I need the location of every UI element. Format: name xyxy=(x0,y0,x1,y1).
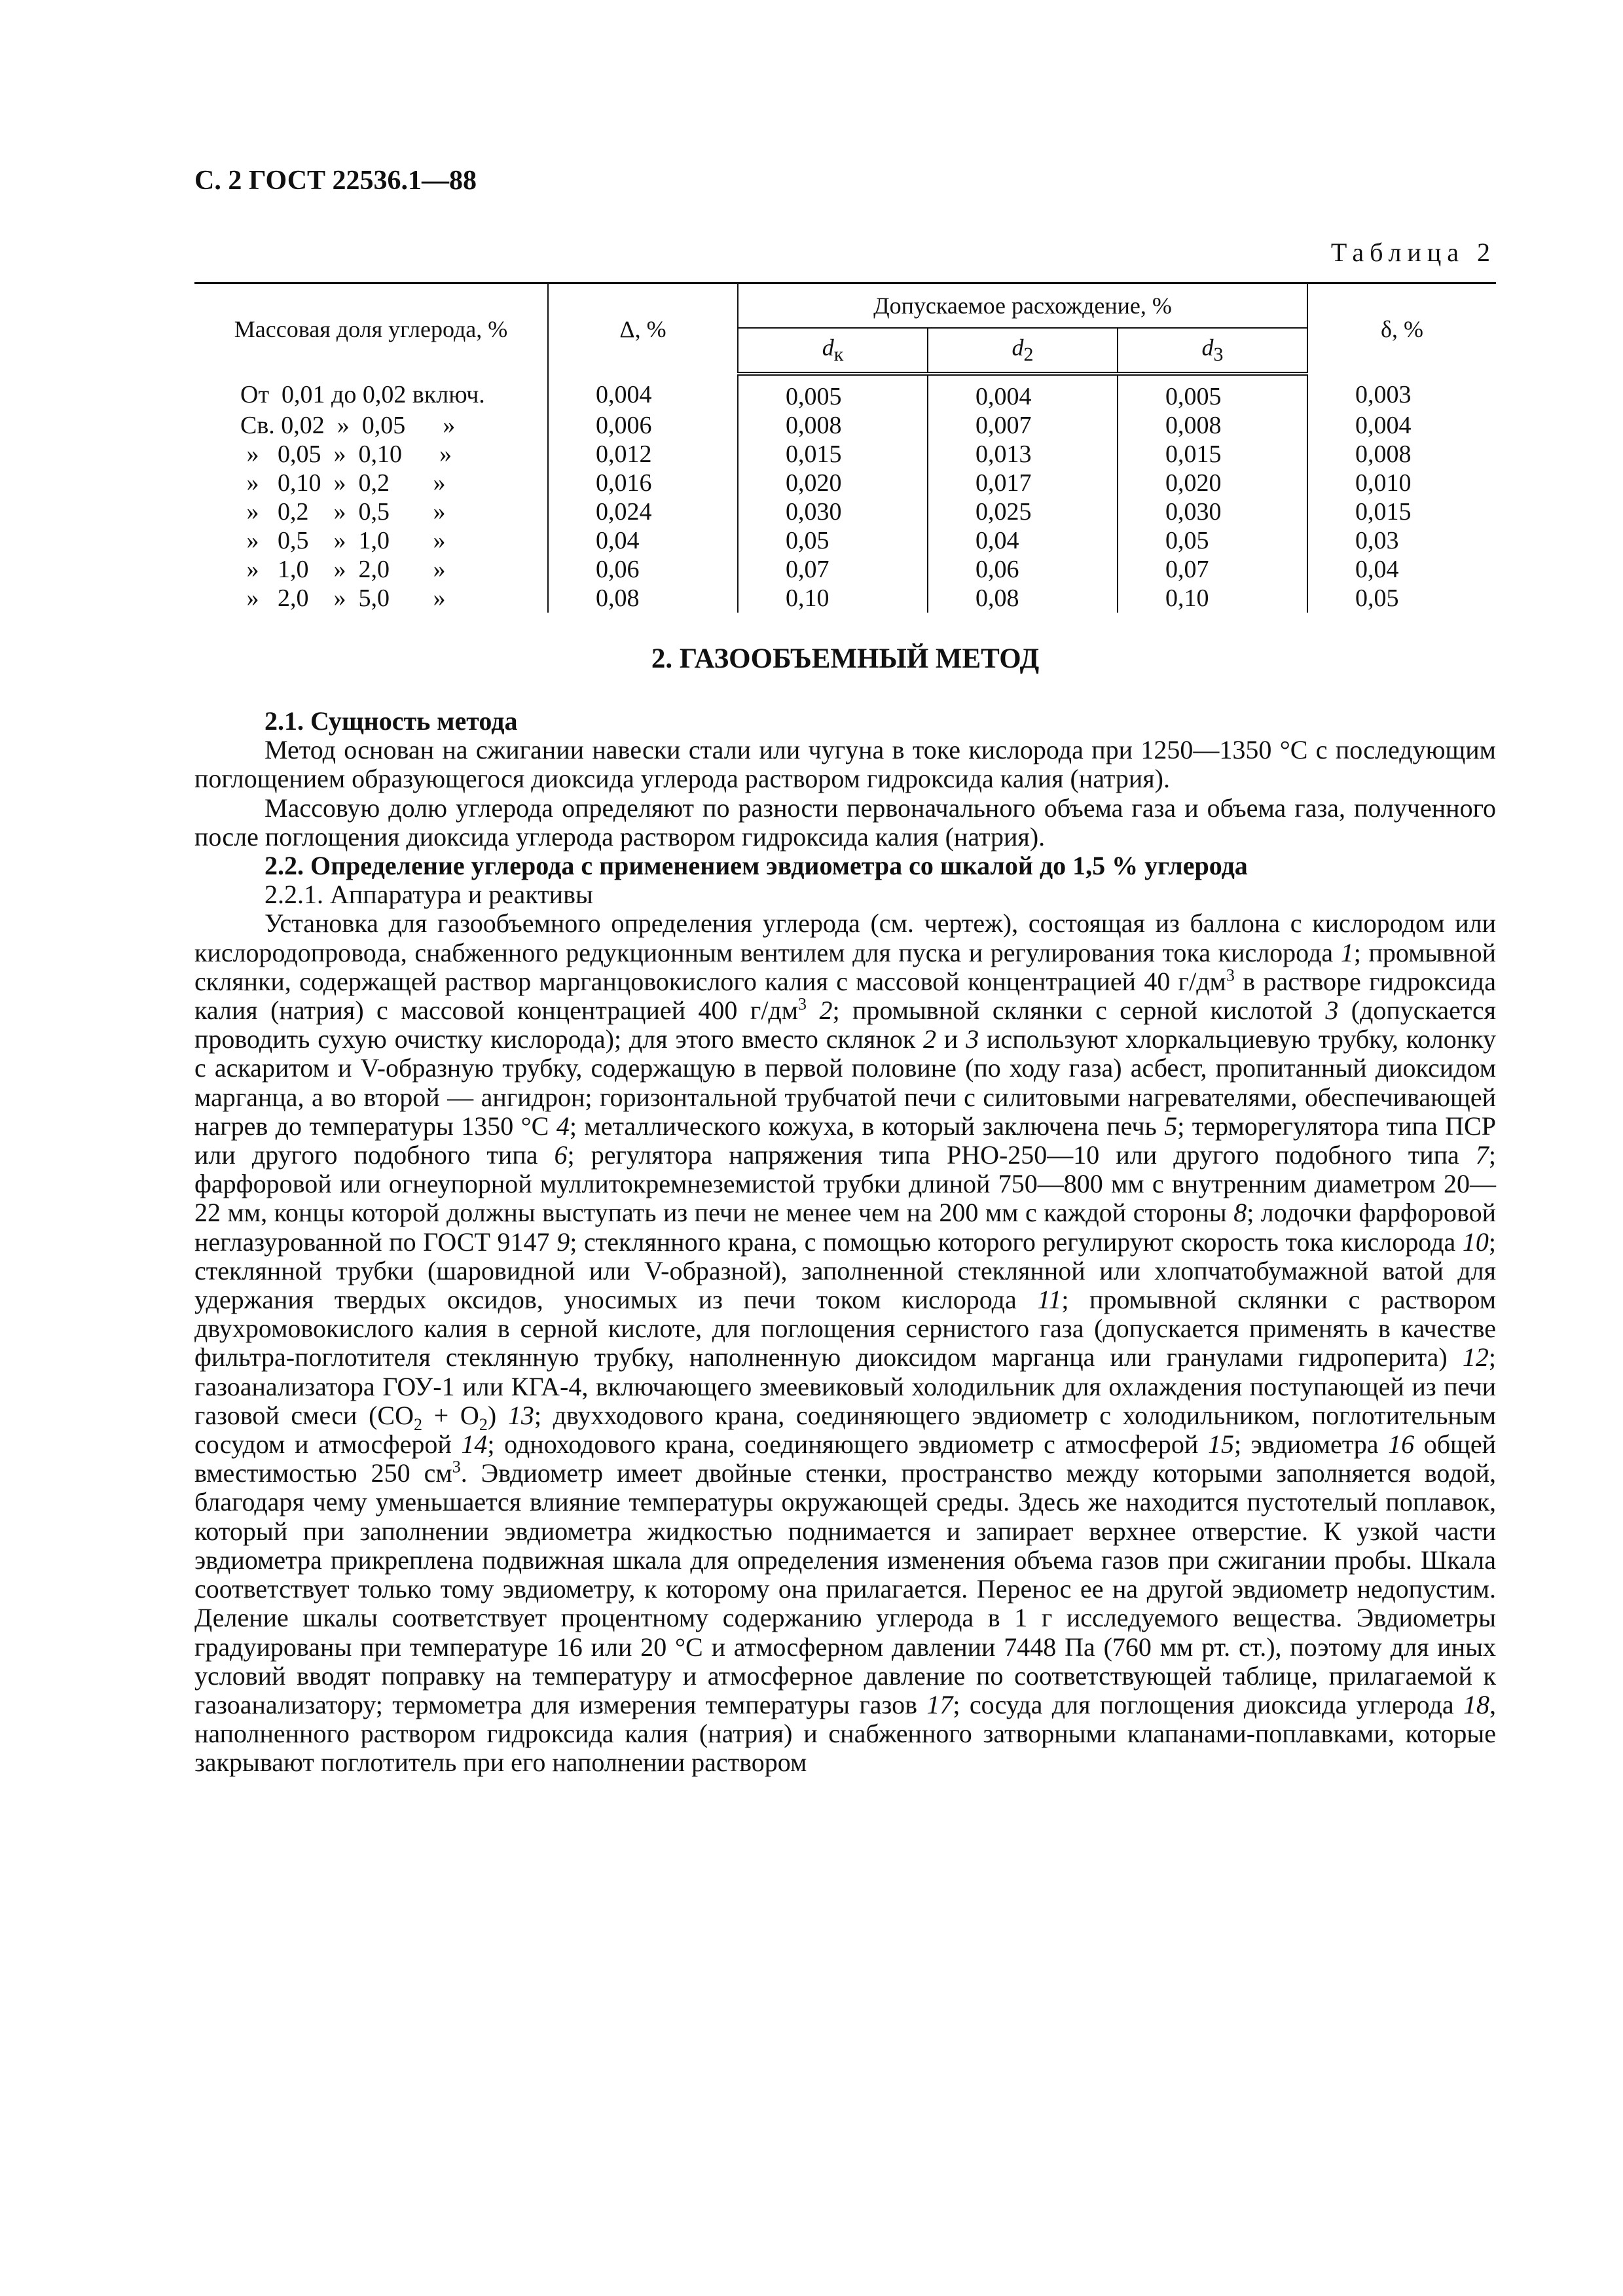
heading-2-2: 2.2. Определение углерода с применением эвдиометра со шкалой до 1,5 % углерода xyxy=(264,851,1248,881)
cell-d2: 0,025 xyxy=(928,497,1118,526)
cell-small-delta: 0,003 xyxy=(1355,381,1412,408)
cell-mass-range: » 0,10 » 0,2 » xyxy=(194,469,548,497)
cell-delta: 0,06 xyxy=(548,555,738,584)
header-dk: $d_к$ xyxy=(738,328,928,374)
cell-dk: 0,07 xyxy=(738,555,928,584)
cell-d3: 0,005 xyxy=(1118,374,1307,411)
cell-mass-range: » 0,5 » 1,0 » xyxy=(194,526,548,555)
data-table xyxy=(194,282,1496,613)
cell-d2: 0,04 xyxy=(928,526,1118,555)
header-d3: $d_3$ xyxy=(1118,328,1307,374)
cell-d3: 0,030 xyxy=(1118,497,1307,526)
cell-small-delta: 0,004 xyxy=(1355,412,1412,439)
cell-d2: 0,06 xyxy=(928,555,1118,584)
table-row xyxy=(194,555,1496,584)
cell-d2: 0,013 xyxy=(928,440,1118,469)
cell-small-delta: 0,008 xyxy=(1355,440,1412,468)
header-delta: Δ, % xyxy=(548,283,738,374)
header-small-delta: δ, % xyxy=(1307,283,1496,374)
apparatus-paragraph: Установка для газообъемного определения углерода (см. чертеж), состоящая из баллона с кислородом или кислородопровода, снабженного редукционным вентилем для пуска и регулирования тока кислорода 1; промывной склянки, содержащей раствор марганцовокислого калия с массовой концентрацией 40 $г/дм^3$ в растворе гидроксида калия (натрия) с массовой концентрацией 400 $г/дм^3$ 2; промывной склянки с серной кислотой 3 (допускается проводить сухую очистку кислорода); для этого вместо склянок 2 и 3 используют хлоркальциевую трубку, колонку с аскаритом и V-образную трубку, содержащую в первой половине (по ходу газа) асбест, пропитанный диоксидом марганца, а во второй — ангидрон; горизонтальной трубчатой печи с силитовыми нагревателями, обеспечивающей нагрев до температуры 1350 °С 4; металлического кожуха, в который заключена печь 5; терморегулятора типа ПСР или другого подобного типа 6; регулятора напряжения типа РНО-250—10 или другого подобного типа 7; фарфоровой или огнеупорной муллитокремнеземистой трубки длиной 750—800 мм с внутренним диаметром 20—22 мм, концы которой должны выступать из печи не менее чем на 200 мм с каждой стороны 8; лодочки фарфоровой неглазурованной по ГОСТ 9147 9; стеклянного крана, с помощью которого регулируют скорость тока кислорода 10; стеклянной трубки (шаровидной или V-образной), заполненной стеклянной или хлопчатобумажной ватой для удержания твердых оксидов, уносимых из печи током кислорода 11; промывной склянки с раствором двухромовокислого калия в серной кислоте, для поглощения сернистого газа (допускается применять в качестве фильтра-поглотителя стеклянную трубку, наполненную диоксидом марганца или гранулами гидроперита) 12; газоанализатора ГОУ-1 или КГА-4, включающего змеевиковый холодильник для охлаждения поступающей из печи газовой смеси $(СО_2 + О_2)$ 13; двухходового крана, соединяющего эвдиометр с холодильником, поглотительным сосудом и атмосферой 14; одноходового крана, соединяющего эвдиометр с атмосферой 15; эвдиометра 16 общей вместимостью 250 $см^3$. Эвдиометр имеет двойные стенки, пространство между которыми заполняется водой, благодаря чему уменьшается влияние температуры окружающей среды. Здесь же находится пустотелый поплавок, который при заполнении эвдиометра жидкостью поднимается и запирает верхнее отверстие. К узкой части эвдиометра прикреплена подвижная шкала для определения изменения объема газов при сжигании пробы. Шкала соответствует только тому эвдиометру, к которому она прилагается. Перенос ее на другой эвдиометр недопустим. Деление шкалы соответствует процентному содержанию углерода в 1 г исследуемого вещества. Эвдиометры градуированы при температуре 16 или 20 °С и атмосферном давлении 7448 Па (760 мм рт. ст.), поэтому для иных условий вводят поправку на температуру и атмосферное давление по соответствующей таблице, прилагаемой к газоанализатору; термометра для измерения температуры газов 17; сосуда для поглощения диоксида углерода 18, наполненного раствором гидроксида калия (натрия) и снабженного затворными клапанами-поплавками, которые закрывают поглотитель при его наполнении раствором xyxy=(194,908,1497,1778)
cell-delta: 0,004 xyxy=(548,374,738,411)
cell-delta: 0,012 xyxy=(548,440,738,469)
cell-d3: 0,008 xyxy=(1118,411,1307,440)
cell-dk: 0,008 xyxy=(738,411,928,440)
cell-d3: 0,10 xyxy=(1118,584,1307,613)
table-row xyxy=(194,469,1496,497)
table-row xyxy=(194,440,1496,469)
table-row xyxy=(194,411,1496,440)
cell-small-delta: 0,03 xyxy=(1355,527,1399,554)
cell-d3: 0,015 xyxy=(1118,440,1307,469)
header-d2: $d_2$ xyxy=(928,328,1118,374)
table-caption: Таблица 2 xyxy=(1330,238,1496,267)
cell-delta: 0,08 xyxy=(548,584,738,613)
cell-d3: 0,020 xyxy=(1118,469,1307,497)
paragraph: Метод основан на сжигании навески стали или чугуна в токе кислорода при 1250—1350 °С с последующим поглощением образующегося диоксида углерода раствором гидроксида калия (натрия). xyxy=(194,735,1496,794)
table-row xyxy=(194,526,1496,555)
cell-mass-range: » 2,0 » 5,0 » xyxy=(194,584,548,613)
body-text xyxy=(194,707,1496,1778)
cell-mass-range: » 0,05 » 0,10 » xyxy=(194,440,548,469)
cell-d3: 0,05 xyxy=(1118,526,1307,555)
header-mass-fraction: Массовая доля углерода, % xyxy=(194,283,548,374)
cell-delta: 0,04 xyxy=(548,526,738,555)
cell-dk: 0,030 xyxy=(738,497,928,526)
cell-mass-range: » 1,0 » 2,0 » xyxy=(194,555,548,584)
table-row xyxy=(194,374,1496,411)
page-header: С. 2 ГОСТ 22536.1—88 xyxy=(194,166,477,196)
cell-mass-range: » 0,2 » 0,5 » xyxy=(194,497,548,526)
cell-d2: 0,007 xyxy=(928,411,1118,440)
cell-delta: 0,006 xyxy=(548,411,738,440)
table-row xyxy=(194,584,1496,613)
heading-2-2-1: 2.2.1. Аппаратура и реактивы xyxy=(264,880,593,910)
cell-dk: 0,015 xyxy=(738,440,928,469)
heading-2-1: 2.1. Сущность метода xyxy=(264,706,518,736)
cell-small-delta: 0,010 xyxy=(1355,469,1412,497)
cell-dk: 0,05 xyxy=(738,526,928,555)
cell-d2: 0,017 xyxy=(928,469,1118,497)
cell-d2: 0,004 xyxy=(928,374,1118,411)
cell-small-delta: 0,015 xyxy=(1355,498,1412,526)
cell-dk: 0,020 xyxy=(738,469,928,497)
cell-d2: 0,08 xyxy=(928,584,1118,613)
table-row xyxy=(194,497,1496,526)
cell-d3: 0,07 xyxy=(1118,555,1307,584)
cell-dk: 0,005 xyxy=(738,374,928,411)
paragraph: Массовую долю углерода определяют по разности первоначального объема газа и объема газа, полученного после поглощения диоксида углерода раствором гидроксида калия (натрия). xyxy=(194,793,1496,852)
cell-delta: 0,024 xyxy=(548,497,738,526)
cell-small-delta: 0,05 xyxy=(1355,584,1399,612)
cell-mass-range: От 0,01 до 0,02 включ. xyxy=(194,374,548,411)
section-title: 2. ГАЗООБЪЕМНЫЙ МЕТОД xyxy=(651,643,1040,674)
cell-small-delta: 0,04 xyxy=(1355,556,1399,583)
cell-delta: 0,016 xyxy=(548,469,738,497)
cell-dk: 0,10 xyxy=(738,584,928,613)
header-allowed-discrepancy: Допускаемое расхождение, % xyxy=(738,283,1307,329)
cell-mass-range: Св. 0,02 » 0,05 » xyxy=(194,411,548,440)
